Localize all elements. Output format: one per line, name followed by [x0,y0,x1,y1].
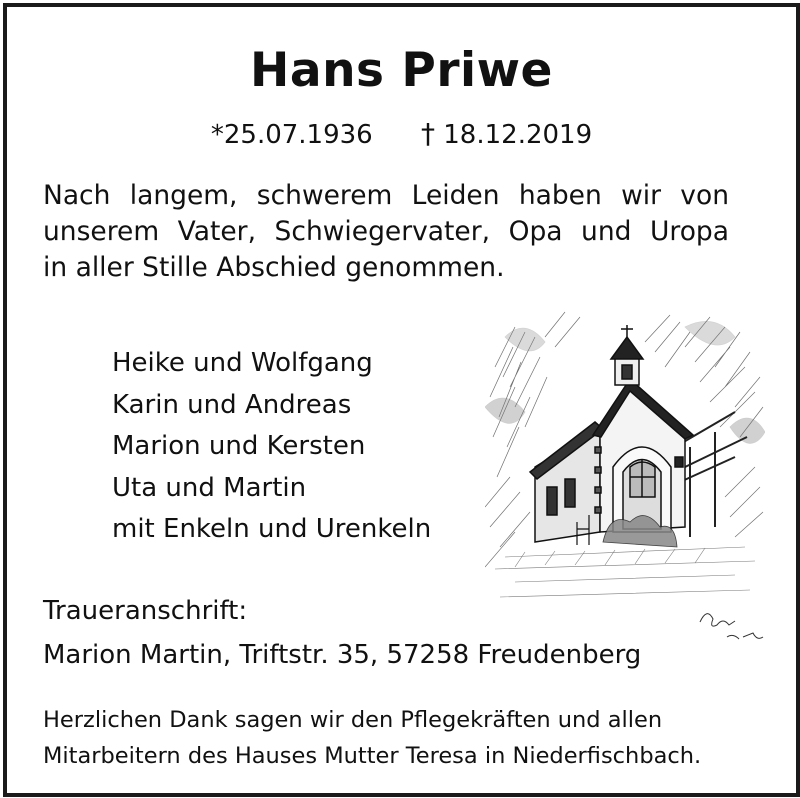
death-cross-icon: † [421,117,435,150]
obituary-notice [3,3,800,797]
chapel-drawing [485,307,765,652]
address-label: Traueranschrift: [43,596,248,626]
thanks-line: Mitarbeitern des Hauses Mutter Teresa in Niederfischbach. [43,743,702,769]
birth-date: *25.07.1936 [210,120,373,150]
thanks-line: Herzlichen Dank sagen wir den Pflegekräften und allen [43,707,663,733]
thanks-paragraph [43,702,701,774]
mourning-address: Marion Martin, Triftstr. 35, 57258 Freudenberg [43,640,642,670]
life-dates [7,117,796,150]
family-entry: Heike und Wolfgang [112,348,373,378]
message-line: unserem Vater, Schwiegervater, Opa und Uropa [43,216,729,247]
message-paragraph [43,178,729,286]
family-entry: Uta und Martin [112,472,307,503]
family-list [112,343,431,551]
deceased-name: Hans Priwe [250,43,553,98]
family-entry: Marion und Kersten [112,431,366,462]
message-line: Nach langem, schwerem Leiden haben wir von [43,180,729,211]
family-entry: mit Enkeln und Urenkeln [112,514,432,545]
message-line: in aller Stille Abschied genommen. [43,252,505,283]
death-date: 18.12.2019 [443,120,593,150]
family-entry: Karin und Andreas [112,389,352,420]
